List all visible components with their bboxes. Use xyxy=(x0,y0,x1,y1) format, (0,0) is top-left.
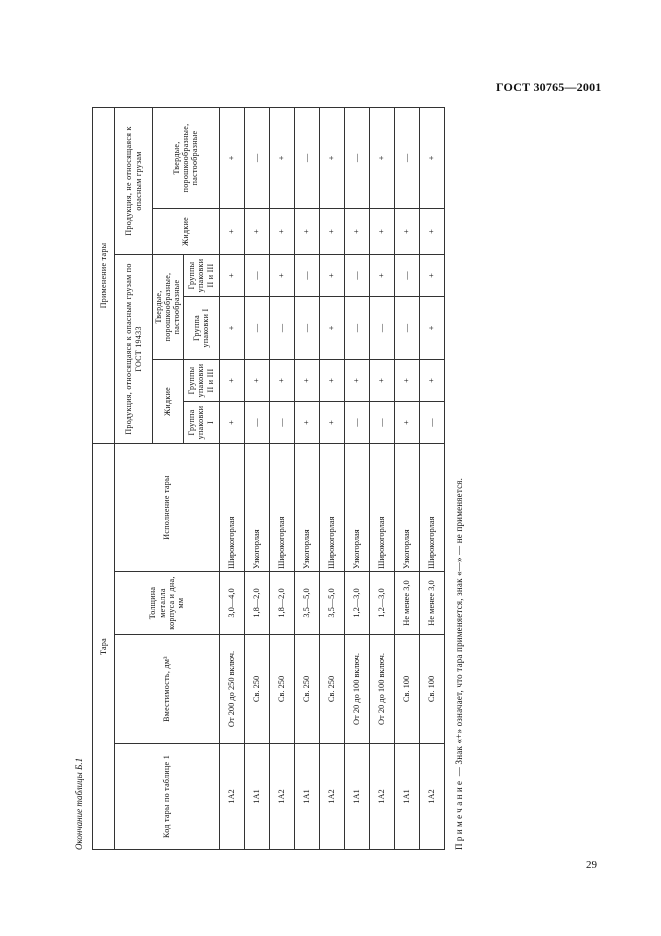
cell-mark: — xyxy=(269,402,294,444)
cell-mark: + xyxy=(269,107,294,208)
cell-mark: — xyxy=(344,297,369,360)
cell-mark: + xyxy=(319,107,344,208)
cell-vmestimost: Св. 100 xyxy=(419,635,444,744)
cell-mark: — xyxy=(244,297,269,360)
cell-kod: 1А2 xyxy=(369,744,394,850)
cell-mark: — xyxy=(394,107,419,208)
cell-kod: 1А1 xyxy=(244,744,269,850)
rotated-content xyxy=(66,108,578,850)
cell-mark: + xyxy=(394,360,419,402)
cell-mark: — xyxy=(369,402,394,444)
cell-tolshchina: Не менее 3,0 xyxy=(394,572,419,635)
header-zhidkie-neopasnye: Жидкие xyxy=(153,209,220,255)
cell-mark: + xyxy=(244,360,269,402)
table-caption: Окончание таблицы Б.1 xyxy=(74,757,84,850)
table-row xyxy=(369,107,394,849)
header-tolshchina: Толщина металла корпуса и дна, мм xyxy=(115,572,220,635)
cell-mark: + xyxy=(319,255,344,297)
cell-ispolnenie: Широкогорлая xyxy=(419,444,444,572)
table-row xyxy=(319,107,344,849)
header-gruppa23-tverdye: Группы упаковки II и III xyxy=(183,255,219,297)
cell-mark: — xyxy=(394,297,419,360)
header-tara: Тара xyxy=(93,444,115,850)
cell-mark: + xyxy=(219,107,244,208)
cell-mark: + xyxy=(419,255,444,297)
header-primenenie: Применение тары xyxy=(93,107,115,443)
cell-ispolnenie: Узкогорлая xyxy=(394,444,419,572)
header-vmestimost: Вместимость, дм³ xyxy=(115,635,220,744)
rotated-table-area xyxy=(66,108,661,850)
cell-mark: + xyxy=(269,209,294,255)
cell-tolshchina: 1,8—2,0 xyxy=(269,572,294,635)
cell-vmestimost: Св. 100 xyxy=(394,635,419,744)
cell-ispolnenie: Узкогорлая xyxy=(244,444,269,572)
cell-mark: + xyxy=(369,360,394,402)
cell-mark: — xyxy=(294,107,319,208)
cell-ispolnenie: Широкогорлая xyxy=(219,444,244,572)
cell-mark: + xyxy=(219,297,244,360)
table-row xyxy=(394,107,419,849)
cell-mark: + xyxy=(419,360,444,402)
header-ispolnenie: Исполнение тары xyxy=(115,444,220,572)
table-note xyxy=(454,478,464,850)
header-neopasnye: Продукция, не относящаяся к опасным грузам xyxy=(115,107,153,254)
table-row xyxy=(419,107,444,849)
cell-mark: — xyxy=(344,107,369,208)
cell-ispolnenie: Широкогорлая xyxy=(369,444,394,572)
header-kod: Код тары по таблице 1 xyxy=(115,744,220,850)
cell-mark: + xyxy=(219,255,244,297)
cell-vmestimost: От 20 до 100 включ. xyxy=(344,635,369,744)
cell-mark: — xyxy=(344,255,369,297)
cell-mark: + xyxy=(294,402,319,444)
cell-ispolnenie: Широкогорлая xyxy=(269,444,294,572)
cell-mark: — xyxy=(419,402,444,444)
header-opasnye: Продукция, относящаяся к опасным грузам по ГОСТ 19433 xyxy=(115,255,153,444)
table-row xyxy=(269,107,294,849)
cell-mark: + xyxy=(269,255,294,297)
cell-mark: + xyxy=(219,402,244,444)
cell-mark: + xyxy=(394,402,419,444)
cell-tolshchina: 3,5—5,0 xyxy=(319,572,344,635)
cell-kod: 1А2 xyxy=(269,744,294,850)
header-tverdye: Твердые, порошкообразные, пастообразные xyxy=(153,255,184,360)
cell-tolshchina: 1,2—3,0 xyxy=(369,572,394,635)
cell-mark: + xyxy=(294,209,319,255)
cell-vmestimost: Св. 250 xyxy=(294,635,319,744)
cell-mark: + xyxy=(319,360,344,402)
cell-mark: + xyxy=(369,255,394,297)
cell-tolshchina: 1,8—2,0 xyxy=(244,572,269,635)
cell-mark: + xyxy=(419,107,444,208)
cell-mark: — xyxy=(344,402,369,444)
cell-mark: — xyxy=(244,107,269,208)
cell-kod: 1А2 xyxy=(219,744,244,850)
header-gruppa23-zhidkie: Группы упаковки II и III xyxy=(183,360,219,402)
cell-vmestimost: Св. 250 xyxy=(319,635,344,744)
cell-vmestimost: От 20 до 100 включ. xyxy=(369,635,394,744)
table-row xyxy=(294,107,319,849)
cell-mark: + xyxy=(219,360,244,402)
cell-tolshchina: 3,5—5,0 xyxy=(294,572,319,635)
header-zhidkie: Жидкие xyxy=(153,360,184,444)
header-gruppa1-tverdye: Группа упаковки I xyxy=(183,297,219,360)
header-gruppa1-zhidkie: Группа упаковки I xyxy=(183,402,219,444)
cell-mark: + xyxy=(294,360,319,402)
note-text: — Знак «+» означает, что тара применяется, знак «—» — не применяется. xyxy=(454,477,464,779)
cell-kod: 1А2 xyxy=(319,744,344,850)
packaging-table xyxy=(92,107,445,850)
cell-mark: — xyxy=(244,402,269,444)
cell-tolshchina: Не менее 3,0 xyxy=(419,572,444,635)
cell-mark: + xyxy=(219,209,244,255)
cell-tolshchina: 1,2—3,0 xyxy=(344,572,369,635)
cell-mark: + xyxy=(419,209,444,255)
cell-mark: — xyxy=(294,297,319,360)
cell-mark: + xyxy=(344,360,369,402)
header-tverdye-neopasnye: Твердые, порошкообразные, пастообразные xyxy=(153,107,220,208)
table-row xyxy=(219,107,244,849)
cell-mark: — xyxy=(269,297,294,360)
cell-kod: 1А2 xyxy=(419,744,444,850)
document-code: ГОСТ 30765—2001 xyxy=(496,80,602,94)
cell-mark: — xyxy=(294,255,319,297)
cell-mark: + xyxy=(369,107,394,208)
cell-vmestimost: Св. 250 xyxy=(269,635,294,744)
cell-mark: + xyxy=(244,209,269,255)
cell-mark: — xyxy=(394,255,419,297)
cell-vmestimost: Св. 250 xyxy=(244,635,269,744)
cell-kod: 1А1 xyxy=(394,744,419,850)
cell-mark: + xyxy=(319,297,344,360)
cell-mark: — xyxy=(244,255,269,297)
page-number: 29 xyxy=(586,859,597,871)
note-label: Примечание xyxy=(454,778,464,850)
cell-ispolnenie: Широкогорлая xyxy=(319,444,344,572)
cell-mark: + xyxy=(394,209,419,255)
cell-vmestimost: От 200 до 250 включ. xyxy=(219,635,244,744)
cell-mark: + xyxy=(269,360,294,402)
cell-ispolnenie: Узкогорлая xyxy=(294,444,319,572)
cell-mark: + xyxy=(319,209,344,255)
cell-tolshchina: 3,0—4,0 xyxy=(219,572,244,635)
cell-mark: — xyxy=(369,297,394,360)
cell-kod: 1А1 xyxy=(344,744,369,850)
cell-mark: + xyxy=(319,402,344,444)
cell-mark: + xyxy=(419,297,444,360)
cell-mark: + xyxy=(344,209,369,255)
table-row xyxy=(344,107,369,849)
table-row xyxy=(244,107,269,849)
cell-kod: 1А1 xyxy=(294,744,319,850)
cell-ispolnenie: Узкогорлая xyxy=(344,444,369,572)
cell-mark: + xyxy=(369,209,394,255)
